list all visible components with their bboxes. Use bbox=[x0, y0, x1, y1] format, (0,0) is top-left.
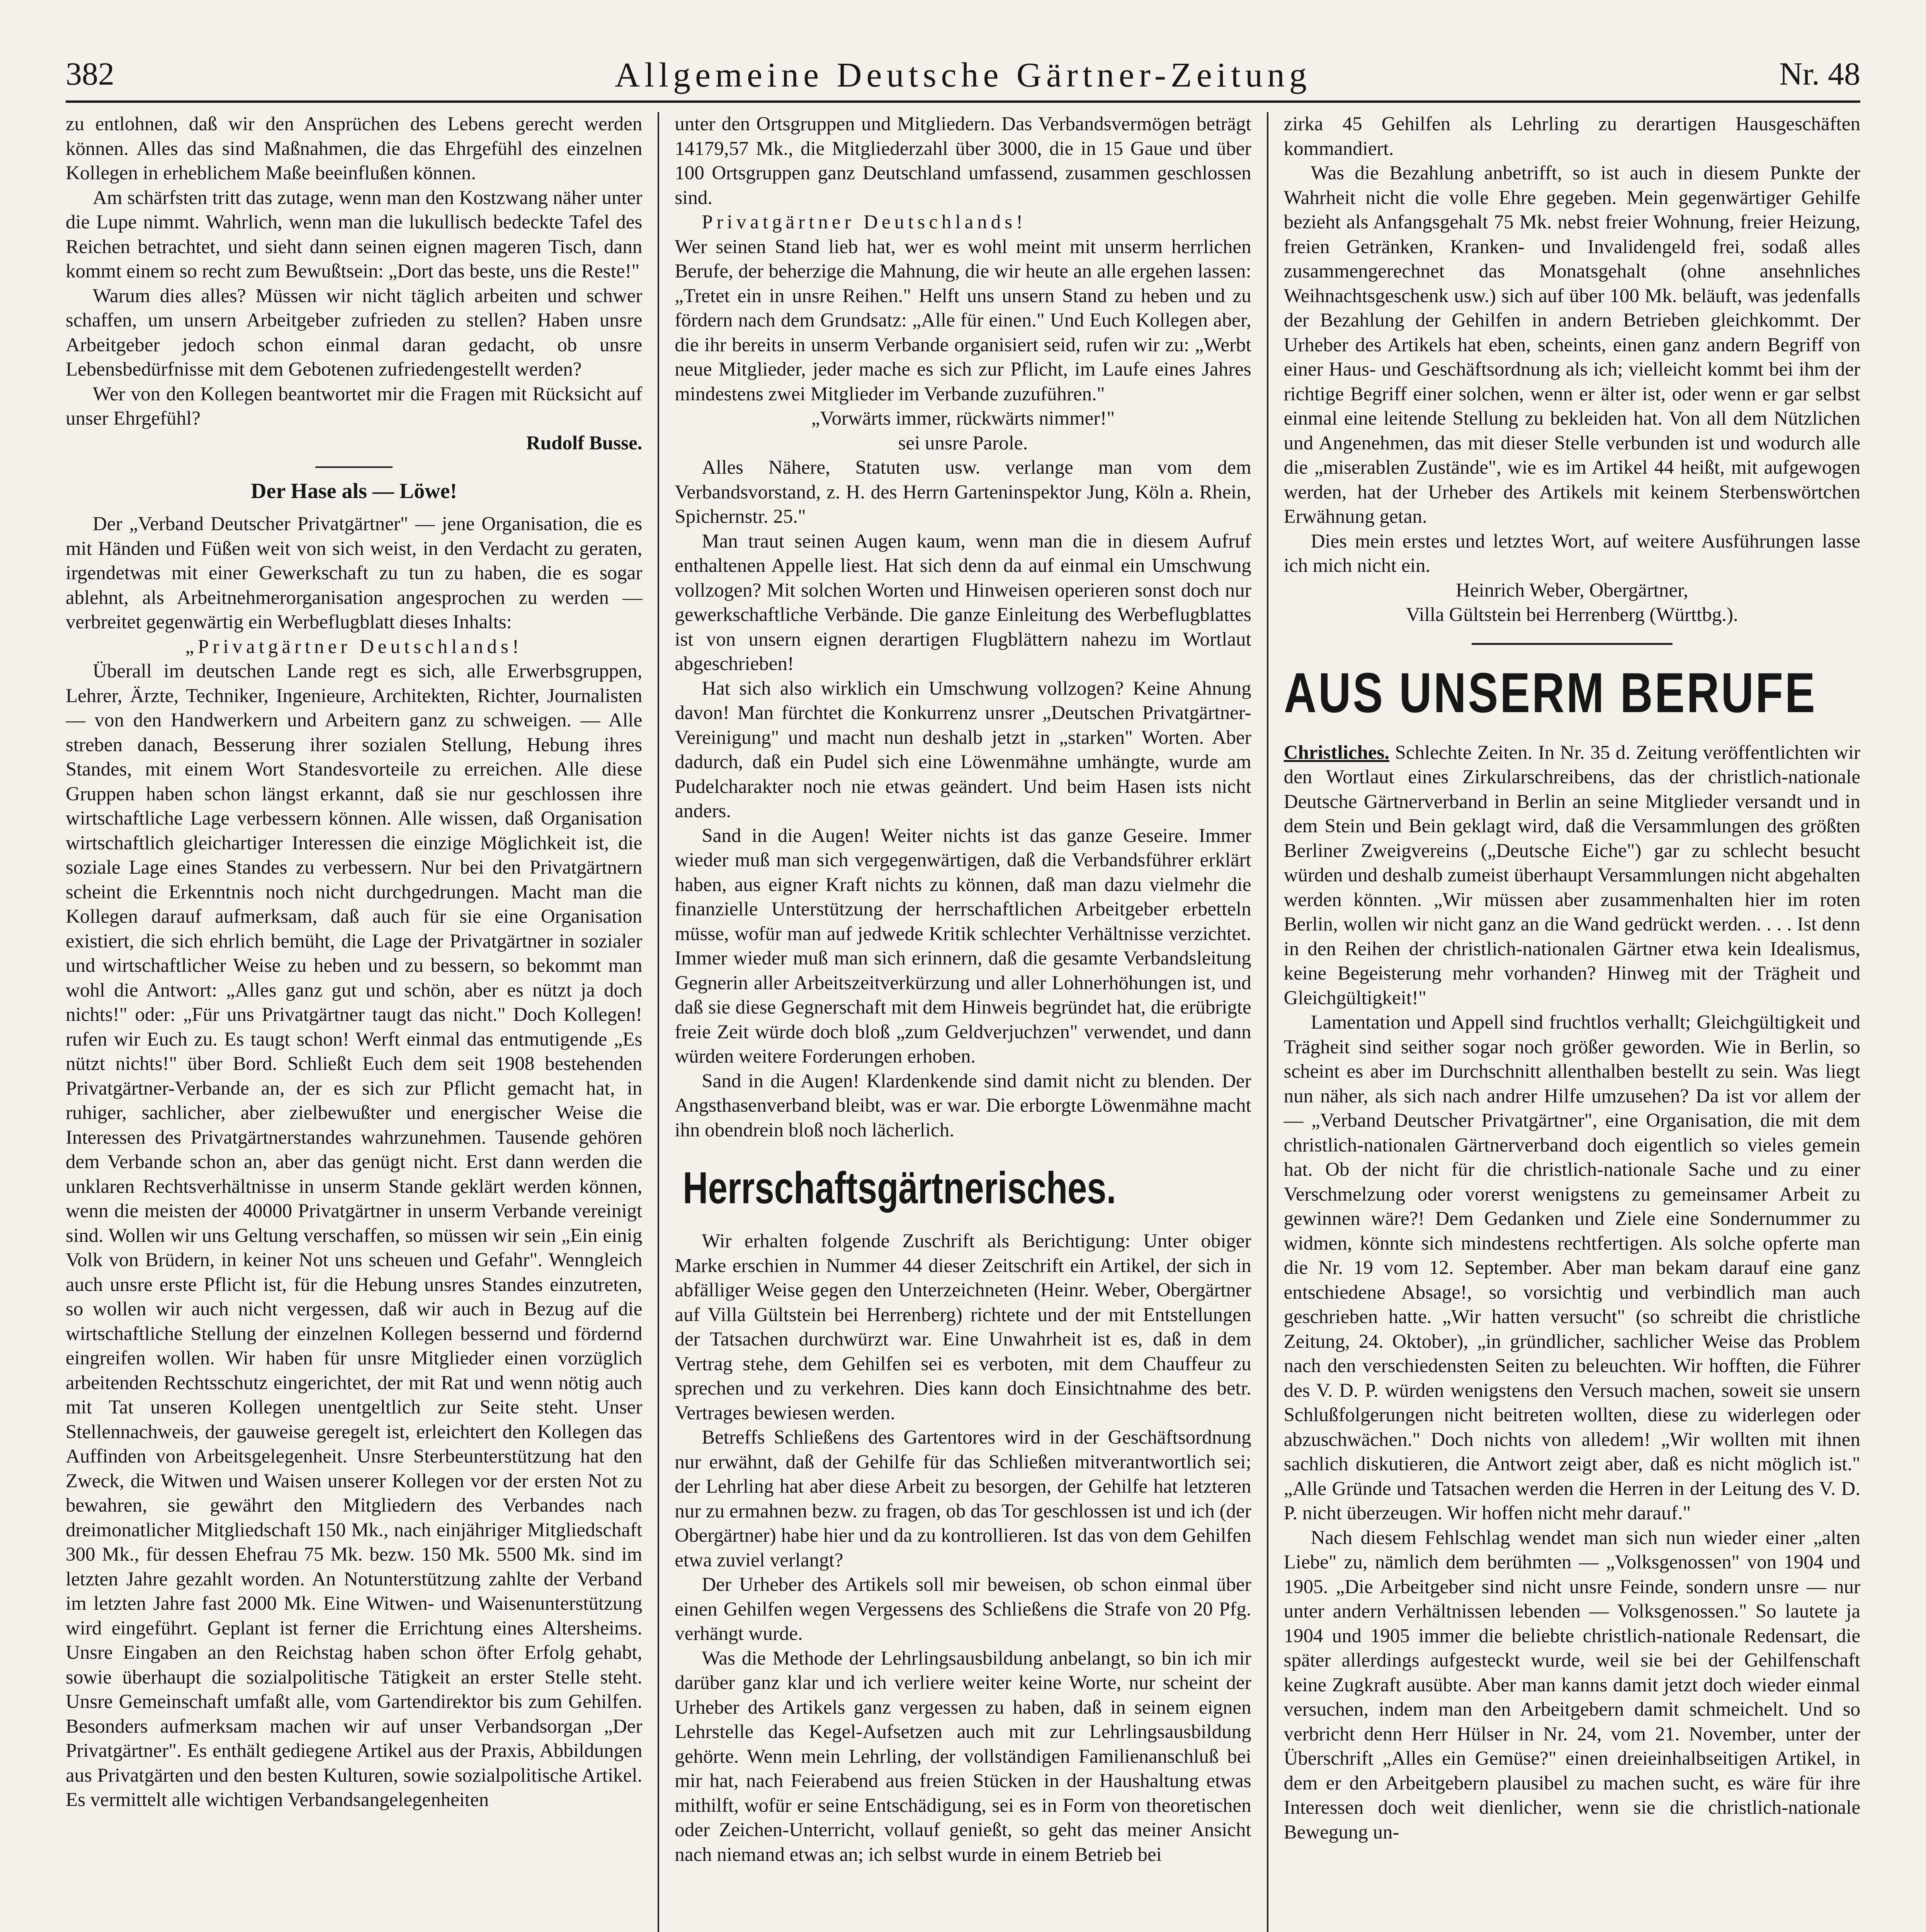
column-3 bbox=[1268, 112, 1860, 1932]
author-signature: Heinrich Weber, Obergärtner, bbox=[1455, 579, 1688, 601]
paragraph: Wer seinen Stand lieb hat, wer es wohl meint mit unserm herrlichen Berufe, der beherzige die Mahnung, die wir heute an alle ergehen lassen: „Tretet ein in unsre Reihen." Helft uns unsern Stand zu heben und zu fördern nach dem Grundsatz: „Alle für einen." Und Euch Kollegen aber, die ihr bereits in unserm Verbande organisiert seid, rufen wir zu: „Werbt neue Mitglieder, jeder mache es sich zur Pflicht, im Laufe eines Jahres mindestens zwei Mitglieder im Verbande zuzuführen." bbox=[675, 236, 1251, 405]
paragraph: Der Urheber des Artikels soll mir beweisen, ob schon einmal über einen Gehilfen wegen Vergessens des Schließens die Strafe von 20 Pfg. verhängt wurde. bbox=[675, 1574, 1251, 1645]
paragraph: Der „Verband Deutscher Privatgärtner" — jene Organisation, die es mit Händen und Füßen weit von sich weist, in den Verdacht zu geraten, irgendetwas mit einer Gewerkschaft zu tun zu haben, die es sogar ablehnt, als Arbeitnehmerorganisation angesprochen zu werden — verbreitet gegenwärtig ein Werbeflugblatt dieses Inhalts: bbox=[66, 513, 643, 633]
section-heading: AUS UNSERM BERUFE bbox=[1283, 661, 1817, 724]
paragraph: Warum dies alles? Müssen wir nicht täglich arbeiten und schwer schaffen, um unsern Arbeitgeber zufrieden zu stellen? Haben unsre Arbeitgeber jedoch schon einmal daran gedacht, ob unsre Lebensbedürfnisse mit dem Gebotenen zufriedengestellt werden? bbox=[66, 285, 643, 380]
motto: sei unsre Parole. bbox=[898, 432, 1028, 454]
paragraph: Was die Methode der Lehrlingsausbildung anbelangt, so bin ich mir darüber ganz klar und ich verliere weiter keine Worte, nur scheint der Urheber des Artikels ganz vergessen zu haben, daß in seinem eignen Lehrstelle das Kegel-Aufsetzen auch mit zur Lehrlingsausbildung gehörte. Wenn mein Lehrling, der vollständigen Familienanschluß bei mir hat, nach Feierabend aus freien Stücken in der Haushaltung etwas mithilft, wofür er seine Entschädigung, sei es in Form von theoretischen oder Zeichen-Unterricht, vollauf genießt, so geht das meiner Ansicht nach niemand etwas an; ich selbst wurde in einem Betrieb bei bbox=[675, 1647, 1251, 1866]
lead-word: Christliches. bbox=[1283, 742, 1390, 764]
paragraph: Sand in die Augen! Klardenkende sind damit nicht zu blenden. Der Angsthasenverband bleibt, was er war. Die erborgte Löwenmähne macht ihn obendrein bloß noch lächerlich. bbox=[675, 1070, 1251, 1141]
paragraph: Dies mein erstes und letztes Wort, auf weitere Ausführungen lasse ich mich nicht ein. bbox=[1283, 530, 1860, 577]
masthead-title: Allgemeine Deutsche Gärtner-Zeitung bbox=[615, 56, 1311, 94]
paragraph: zu entlohnen, daß wir den Ansprüchen des Lebens gerecht werden können. Alles das sind Maßnahmen, die das Ehrgefühl des einzelnen Kollegen in erheblichem Maße beeinflußen können. bbox=[66, 113, 643, 184]
article-heading: Der Hase als — Löwe! bbox=[251, 479, 457, 503]
issue-number: Nr. 48 bbox=[1779, 56, 1860, 92]
paragraph: Hat sich also wirklich ein Umschwung vollzogen? Keine Ahnung davon! Man fürchtet die Konkurrenz unsrer „Deutschen Privatgärtner-Vereinigung" und macht nun deshalb jetzt in „starken" Worten. Aber dadurch, daß ein Pudel sich eine Löwenmähne umhängte, wurde am Pudelcharakter noch nie etwas geändert. Und beim Hasen ists nicht anders. bbox=[675, 677, 1251, 822]
paragraph: Betreffs Schließens des Gartentores wird in der Geschäftsordnung nur erwähnt, daß der Gehilfe für das Schließen mitverantwortlich sei; der Lehrling hat aber diese Arbeit zu besorgen, der Gehilfe hat letzteren nur zu ermahnen bezw. zu fragen, ob das Tor geschlossen ist und ich (der Obergärtner) habe hier und da zu kontrollieren. Ist das von dem Gehilfen etwa zuviel verlangt? bbox=[675, 1427, 1251, 1571]
page-number: 382 bbox=[66, 56, 114, 92]
paragraph: Wer von den Kollegen beantwortet mir die Fragen mit Rücksicht auf unser Ehrgefühl? bbox=[66, 383, 643, 429]
paragraph: Alles Nähere, Statuten usw. verlange man vom dem Verbandsvorstand, z. H. des Herrn Garteninspektor Jung, Köln a. Rhein, Spichernstr. 25." bbox=[675, 457, 1251, 527]
paragraph: zirka 45 Gehilfen als Lehrling zu derartigen Hausgeschäften kommandiert. bbox=[1283, 113, 1860, 160]
column-2 bbox=[659, 112, 1266, 1932]
divider bbox=[1472, 643, 1673, 645]
paragraph: Man traut seinen Augen kaum, wenn man die in diesem Aufruf enthaltenen Appelle liest. Hat sich denn da auf einmal ein Umschwung vollzogen? Mit solchen Worten und Hinweisen operieren sonst doch nur gewerkschaftliche Verbände. Die ganze Einleitung des Werbeflugblattes ist von unsern eignen derartigen Flugblättern nahezu im Wortlaut abgeschrieben! bbox=[675, 530, 1251, 675]
author-signature: Rudolf Busse. bbox=[526, 432, 643, 454]
appeal-heading: Privatgärtner Deutschlands! bbox=[702, 211, 1027, 233]
paragraph: Nach diesem Fehlschlag wendet man sich nun wieder einer „alten Liebe" zu, nämlich dem berühmten — „Volksgenossen" von 1904 und 1905. „Die Arbeitgeber sind nicht unsre Feinde, sondern unsre — nur unter andern Verhältnissen lebenden — Volksgenossen." So lautete ja 1904 und 1905 immer die beliebte christlich-nationale Redensart, die später allerdings aufgesteckt wurde, weil sie bei der Gehilfenschaft keine Zugkraft ausübte. Aber man kanns damit jetzt doch wieder einmal versuchen, indem man den Arbeitgebern damit schmeichelt. Und so verbricht denn Herr Hülser in Nr. 24, vom 21. November, unter der Überschrift „Alles ein Gemüse?" einen dreieinhalbseitigen Artikel, in dem er den Arbeitgebern plausibel zu machen sucht, es wäre für ihre Interessen doch weit dienlicher, wenn sie die christlich-nationale Bewegung un- bbox=[1283, 1527, 1860, 1843]
motto: „Vorwärts immer, rückwärts nimmer!" bbox=[811, 408, 1115, 429]
paragraph: Überall im deutschen Lande regt es sich, alle Erwerbsgruppen, Lehrer, Ärzte, Techniker, Ingenieure, Architekten, Richter, Journalisten — von den Handwerkern und Arbeitern ganz zu schweigen. — Alle streben danach, Besserung ihrer sozialen Stellung, Hebung ihres Standes, mit einem Wort Standesvorteile zu erreichen. Alle diese Gruppen haben schon längst erkannt, daß sie nur geschlossen ihre wirtschaftliche Lage verbessern können. Alle wissen, daß Organisation wirtschaftlich gleichartiger Interessen die einzige Möglichkeit ist, die soziale Lage eines Standes zu verbessern. Nur bei den Privatgärtnern scheint die Erkenntnis noch nicht durchgedrungen. Macht man die Kollegen darauf aufmerksam, daß auch für sie eine Organisation existiert, die sich ehrlich bemüht, die Lage der Privatgärtner in sozialer und wirtschaftlicher Weise zu heben und zu bessern, so bekommt man wohl die Antwort: „Alles ganz gut und schön, aber es nützt ja doch nichts!" oder: „Für uns Privatgärtner taugt das nicht." Doch Kollegen! rufen wir Euch zu. Es taugt schon! Werft einmal das entmutigende „Es nützt nichts!" über Bord. Schließt Euch dem seit 1908 bestehenden Privatgärtner-Verbande an, der es sich zur Pflicht gemacht hat, in ruhiger, sachlicher, aber zielbewußter und energischer Weise die Interessen des Privatgärtnerstandes wahrzunehmen. Tausende gehören dem Verbande schon an, aber das genügt nicht. Erst dann werden die unklaren Rechtsverhältnisse in unserm Stande geklärt werden können, wenn die meisten der 40000 Privatgärtner in unserm Verbande vereinigt sind. Wollen wir uns Geltung verschaffen, so müssen wir sein „Ein einig Volk von Brüdern, in keiner Not uns scheuen und Gefahr". Wenngleich auch unsre erste Pflicht ist, für die Hebung unsres Standes einzutreten, so wollen wir auch nicht vergessen, daß wir auch in Bezug auf die wirtschaftliche Stellung der einzelnen Kollegen bessernd und fördernd eingreifen wollen. Wir haben für unsre Mitglieder einen vorzüglich arbeitenden Rechtsschutz eingerichtet, der mit Rat und wenn nötig auch mit Tat unseren Kollegen unentgeltlich zur Seite steht. Unser Stellennachweis, der gauweise geregelt ist, erleichtert den Kollegen das Auffinden von Arbeitsgelegenheit. Unsre Sterbeunterstützung hat den Zweck, die Witwen und Waisen unserer Kollegen vor der ersten Not zu bewahren, sie gewährt den Mitgliedern des Verbandes nach dreimonatlicher Mitgliedschaft 150 Mk., nach einjähriger Mitgliedschaft 300 Mk., für dessen Ehefrau 75 Mk. bezw. 150 Mk. 5500 Mk. sind im letzten Jahre gezahlt worden. An Notunterstützung zahlte der Verband im letzten Jahre fast 2000 Mk. Eine Witwen- und Waisenunterstützung wird eingeführt. Geplant ist ferner die Errichtung eines Altersheims. Unsre Eingaben an den Reichstag haben schon öfter Erfolg gehabt, sowie überhaupt die sozialpolitische Tätigkeit an erster Stelle steht. Unsre Gemeinschaft umfaßt alle, vom Gartendirektor bis zum Gehilfen. Besonders aufmerksam machen wir auf unser Verbandsorgan „Der Privatgärtner". Es enthält gediegene Artikel aus der Praxis, Abbildungen aus Privatgärten und den besten Kulturen, sowie sozialpolitische Artikel. Es vermittelt alle wichtigen Verbandsangelegenheiten bbox=[66, 660, 643, 1811]
paragraph: Lamentation und Appell sind fruchtlos verhallt; Gleichgültigkeit und Trägheit sind seither sogar noch größer geworden. Wie in Berlin, so scheint es aber im Durchschnitt allenthalben bestellt zu sein. Was liegt nun näher, als sich nach andrer Hilfe umzusehen? Da ist vor allem der — „Verband Deutscher Privatgärtner", eine Organisation, die mit dem christlich-nationalen Gärtnerverband doch eigentlich so vieles gemein hat. Ob der nicht für die christlich-nationale Sache und zu einer Verschmelzung oder vorerst wenigstens zu gemeinsamer Arbeit zu gewinnen wäre?! Dem Gedanken und Ziele eine Sondernummer zu widmen, könnte sich mindestens rechtfertigen. Als solche opferte man die Nr. 19 vom 12. September. Aber man bekam darauf eine ganz entschiedene Absage!, so vorsichtig und verbindlich man auch geschrieben hatte. „Wir hatten versucht" (so schreibt die christliche Zeitung, 24. Oktober), „in gründlicher, sachlicher Weise das Problem nach den verschiedensten Seiten zu beleuchten. Wir hofften, die Führer des V. D. P. würden wenigstens den Versuch machen, soweit sie unsern Schlußfolgerungen nicht beitreten wollten, diese zu widerlegen oder abzuschwächen." Doch nichts von alledem! „Wir wollten mit ihnen sachlich diskutieren, die Antwort zeigt aber, daß es nicht möglich ist." „Alle Gründe und Tatsachen werden die Herren in der Leitung des V. D. P. nicht überzeugen. Wir hoffen nicht mehr darauf." bbox=[1283, 1012, 1860, 1524]
appeal-heading: „Privatgärtner Deutschlands! bbox=[185, 636, 523, 658]
divider bbox=[315, 466, 393, 468]
paragraph bbox=[1284, 741, 1860, 1011]
text-columns bbox=[66, 112, 1860, 1932]
paragraph: Sand in die Augen! Weiter nichts ist das ganze Geseire. Immer wieder muß man sich vergegenwärtigen, daß die Verbandsführer erklärt haben, aus eigner Kraft nichts zu können, daß man dazu vielmehr die finanzielle Unterstützung der herrschaftlichen Arbeitgeber erbetteln müsse, wofür man auf jedwede Kritik schlechter Verhältnisse verzichtet. Immer wieder muß man sich erinnern, daß die gesamte Verbandsleitung Gegnerin aller Arbeitszeitverkürzung und aller Lohnerhöhungen ist, und daß sie diese Gegnerschaft mit dem Hinweis begründet hat, die erübrigte freie Zeit würde doch bloß „zum Geldverjuchzen" verwendet, und dann würden weitere Forderungen erhoben. bbox=[675, 825, 1251, 1067]
paragraph: unter den Ortsgruppen und Mitgliedern. Das Verbandsvermögen beträgt 14179,57 Mk., die Mitgliederzahl über 3000, die in 15 Gaue und über 100 Ortsgruppen ganz Deutschland umfassend, zusammen geschlossen sind. bbox=[675, 113, 1251, 209]
paragraph: Am schärfsten tritt das zutage, wenn man den Kostzwang näher unter die Lupe nimmt. Wahrlich, wenn man die lukullisch bedeckte Tafel des Reichen betrachtet, und sieht dann seinen eignen mageren Tisch, dann kommt einem so recht zum Bewußtsein: „Dort das beste, uns die Reste!" bbox=[66, 187, 643, 282]
article-heading: Herrschaftsgärtnerisches. bbox=[683, 1163, 1117, 1213]
running-head bbox=[66, 43, 1860, 103]
column-1 bbox=[66, 112, 658, 1932]
paragraph: Wir erhalten folgende Zuschrift als Berichtigung: Unter obiger Marke erschien in Nummer 44 dieser Zeitschrift ein Artikel, der sich in abfälliger Weise gegen den Unterzeichneten (Heinr. Weber, Obergärtner auf Villa Gültstein bei Herrenberg) richtete und der mit Entstellungen der Tatsachen durchwürzt war. Eine Unwahrheit ist es, daß in dem Vertrag stehe, dem Gehilfen sei es verboten, mit dem Chauffeur zu sprechen und zu verkehren. Dies kann doch Einsichtnahme des betr. Vertrages bewiesen werden. bbox=[675, 1230, 1251, 1424]
author-location: Villa Gültstein bei Herrenberg (Württbg.). bbox=[1406, 604, 1738, 626]
paragraph: Was die Bezahlung anbetrifft, so ist auch in diesem Punkte der Wahrheit nicht die volle Ehre gegeben. Mein gegenwärtiger Gehilfe bezieht als Anfangsgehalt 75 Mk. nebst freier Wohnung, freier Heizung, freien Getränken, Kranken- und Invalidengeld frei, sodaß alles zusammengerechnet das Monatsgehalt (ohne ansehnliches Weihnachtsgeschenk usw.) sich auf über 100 Mk. beläuft, was jedenfalls der Bezahlung der Gehilfen in andern Betrieben gleichkommt. Der Urheber des Artikels hat eben, scheints, einen ganz andern Begriff von einer Haus- und Geschäftsordnung als ich; vielleicht kommt bei ihm der richtige Begriff einer solchen, wenn er älter ist, oder wenn er gar selbst einmal eine leitende Stellung zu bekleiden hat. Von all dem Nützlichen und Angenehmen, das mit dieser Stelle verbunden ist und wodurch alle die „miserablen Zustände", wie es im Artikel 44 heißt, mit aufgewogen werden, hat der Urheber des Artikels mit keinem Sterbenswörtchen Erwähnung getan. bbox=[1283, 162, 1860, 527]
paragraph-text: Schlechte Zeiten. In Nr. 35 d. Zeitung veröffentlichten wir den Wortlaut eines Zirkularschreibens, das der christlich-nationale Deutsche Gärtnerverband in Berlin an seine Mitglieder versandt und in dem Stein und Bein geklagt wird, daß die Versammlungen des größten Berliner Zweigvereins („Deutsche Eiche") gar zu schlecht besucht würden und deshalb zumeist überhaupt Versammlungen nicht abgehalten werden könnten. „Wir müssen aber zusammenhalten hier im roten Berlin, wollen wir nicht ganz an die Wand gedrückt werden. . . . Ist denn in den Reihen der christlich-nationalen Gärtner etwa kein Idealismus, keine Begeisterung mehr vorhanden? Hinweg mit der Trägheit und Gleichgültigkeit!" bbox=[1283, 742, 1860, 1009]
